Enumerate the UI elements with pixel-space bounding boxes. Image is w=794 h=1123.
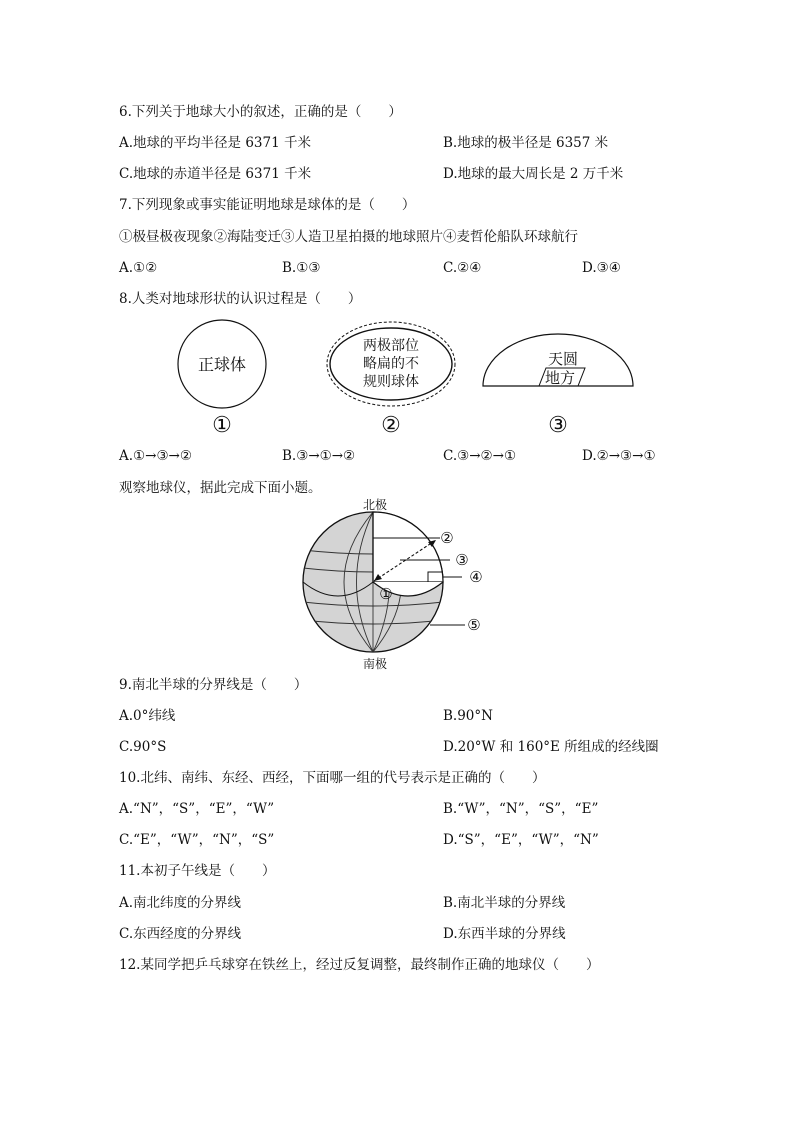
q6-option-a: A.地球的平均半径是 6371 千米 [119,135,311,151]
q12-stem: 12.某同学把乒乓球穿在铁丝上，经过反复调整，最终制作正确的地球仪（ ） [119,957,600,973]
q11-option-b: B.南北半球的分界线 [443,895,566,911]
figure-label-1: ① [212,413,232,438]
q10-option-a: A.“N”，“S”，“E”，“W” [119,801,275,817]
section-intro: 观察地球仪，据此完成下面小题。 [119,480,322,496]
q6-option-b: B.地球的极半径是 6357 米 [443,135,609,151]
q9-option-a: A.0°纬线 [119,708,176,724]
figure-label-2: ② [381,413,401,438]
q11-stem: 11.本初子午线是（ ） [119,863,276,879]
q11-option-d: D.东西半球的分界线 [443,926,566,942]
q9-option-c: C.90°S [119,739,167,755]
q10-option-c: C.“E”，“W”，“N”，“S” [119,832,275,848]
q11-option-a: A.南北纬度的分界线 [119,895,242,911]
q7-stem: 7.下列现象或事实能证明地球是球体的是（ ） [119,197,416,213]
ellipse-text-line-3: 规则球体 [363,374,419,390]
q9-option-d: D.20°W 和 160°E 所组成的经线圈 [443,739,659,755]
globe-figure [290,498,500,672]
q8-option-b: B.③→①→② [282,448,356,464]
south-pole-label: 南极 [362,657,388,671]
callout-4: ④ [469,568,483,586]
q8-option-a: A.①→③→② [119,448,192,464]
earth-shape-figure [160,318,650,440]
q10-option-d: D.“S”，“E”，“W”，“N” [443,832,599,848]
q8-stem: 8.人类对地球形状的认识过程是（ ） [119,291,362,307]
q9-stem: 9.南北半球的分界线是（ ） [119,677,308,693]
q10-stem: 10.北纬、南纬、东经、西经，下面哪一组的代号表示是正确的（ ） [119,770,546,786]
ellipse-text-line-2: 略扁的不 [363,356,419,372]
ellipse-text-line-1: 两极部位 [363,338,419,354]
dome-bottom-text: 地方 [544,369,576,387]
q7-option-c: C.②④ [443,260,482,276]
q7-statement: ①极昼极夜现象②海陆变迁③人造卫星拍摄的地球照片④麦哲伦船队环球航行 [119,229,578,245]
q9-option-b: B.90°N [443,708,493,724]
q11-option-c: C.东西经度的分界线 [119,926,242,942]
callout-5: ⑤ [467,616,481,634]
q6-stem: 6.下列关于地球大小的叙述，正确的是（ ） [119,104,402,120]
callout-2: ② [440,529,454,547]
north-pole-label: 北极 [362,498,388,512]
sphere-label: 正球体 [197,355,247,374]
q8-option-d: D.②→③→① [582,448,656,464]
dome-top-text: 天圆 [547,350,579,368]
q7-option-a: A.①② [119,260,158,276]
q6-option-d: D.地球的最大周长是 2 万千米 [443,166,624,182]
callout-1: ① [379,585,393,603]
q6-option-c: C.地球的赤道半径是 6371 千米 [119,166,312,182]
q7-option-d: D.③④ [582,260,621,276]
q7-option-b: B.①③ [282,260,321,276]
q8-option-c: C.③→②→① [443,448,517,464]
figure-label-3: ③ [548,413,568,438]
callout-3: ③ [455,551,469,569]
q10-option-b: B.“W”，“N”，“S”，“E” [443,801,599,817]
